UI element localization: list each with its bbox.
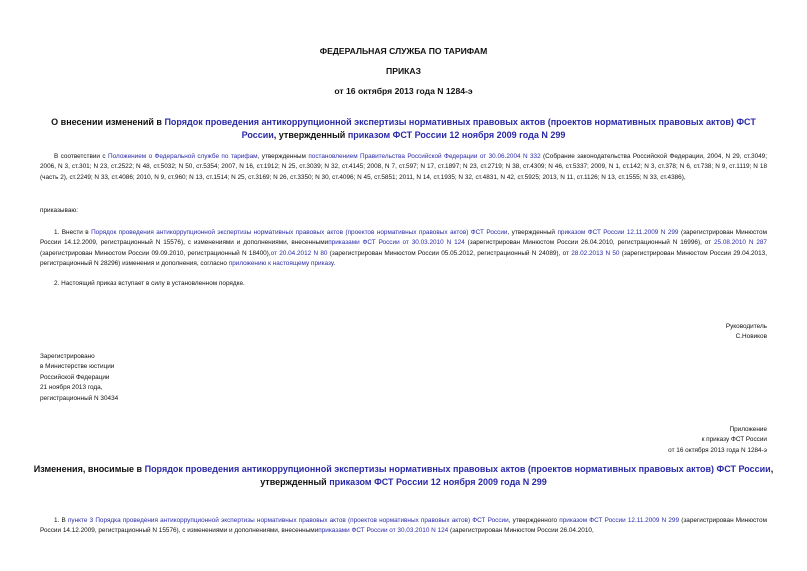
- registration-block: Зарегистрировано в Министерстве юстиции Российской Федерации 21 ноября 2013 года, регистрационный N 30434: [40, 353, 119, 402]
- link-appendix-order-124[interactable]: приказами ФСТ России от 30.03.2010 N 124: [318, 527, 449, 535]
- link-procedure[interactable]: Порядок проведения антикоррупционной экспертизы нормативных правовых актов (проектов нормативных правовых актов) ФСТ России: [91, 229, 508, 236]
- link-appendix-order-299[interactable]: приказом ФСТ России 12.11.2009 N 299: [559, 517, 680, 524]
- document-date-number: от 16 октября 2013 года N 1284-э: [334, 86, 473, 96]
- document-type: ПРИКАЗ: [386, 66, 421, 76]
- decree-word: приказываю:: [40, 207, 78, 214]
- signature-name: С.Новиков: [735, 333, 767, 341]
- link-order-50[interactable]: 28.02.2013 N 50: [571, 249, 620, 257]
- link-item-3[interactable]: пункте 3 Порядка проведения антикоррупционной экспертизы нормативных правовых актов (проектов нормативных правовых актов) ФСТ России: [67, 517, 509, 524]
- basis-paragraph: В соответствии с Положением о Федеральной службе по тарифам, утвержденным постановлением Правительства Российской Федерации от 30.06.2004 N 332 (Собрание законодательства Российской Федерации, 2004, N 29, ст.3049; 2006, N 3, ст.301; N 23, ст.2522; N 48, ст.5032; N 50, ст.5354; 2007, N 16, ст.1912; N 25, ст.3039; N 32, ст.4145; 2008, N 7, ст.597; N 17, ст.1897; N 23, ст.2719; N 38, ст.4309; N 46, ст.5337; 2009, N 1, ст.142; N 3, ст.378; N 6, ст.738; N 9, ст.1119; N 18 (часть 2), ст.2249; N 33, ст.4086; 2010, N 9, ст.960; N 13, ст.1514; N 25, ст.3169; N 26, ст.3350; N 30, ст.4096; N 45, ст.5851; 2011, N 14, ст.1935; N 32, ст.4831, N 42, ст.5925; 2013, N 11, ст.1126; N 13, ст.1555; N 33, ст.4386),: [40, 153, 768, 181]
- link-order-299[interactable]: приказом ФСТ России 12.11.2009 N 299: [557, 229, 679, 236]
- appendix-title-link-procedure[interactable]: Порядок проведения антикоррупционной экспертизы нормативных правовых актов (проектов нормативных правовых актов) ФСТ России: [144, 464, 771, 474]
- title-link-procedure[interactable]: Порядок проведения антикоррупционной экспертизы нормативных правовых актов (проектов нормативных правовых актов) ФСТ России: [164, 117, 756, 140]
- appendix-item-1-paragraph: 1. В пункте 3 Порядка проведения антикоррупционной экспертизы нормативных правовых актов (проектов нормативных правовых актов) ФСТ России, утвержденного приказом ФСТ России 12.11.2009 N 299 (зарегистрирован Минюстом России 14.12.2009, регистрационный N 15576), с изменениями и дополнениями, внесеннымиприказами ФСТ России от 30.03.2010 N 124 (зарегистрирован Минюстом России 26.04.2010,: [40, 517, 767, 535]
- appendix-header: Приложение к приказу ФСТ России от 16 октября 2013 года N 1284-э: [668, 426, 767, 454]
- agency-heading: ФЕДЕРАЛЬНАЯ СЛУЖБА ПО ТАРИФАМ: [319, 46, 488, 56]
- link-regulation[interactable]: Положением о Федеральной службе по тарифам: [108, 153, 258, 160]
- link-order-80[interactable]: от 20.04.2012 N 80: [270, 249, 328, 257]
- title-link-order[interactable]: приказом ФСТ России 12 ноября 2009 года N 299: [347, 129, 566, 140]
- item-1-paragraph: 1. Внести в Порядок проведения антикоррупционной экспертизы нормативных правовых актов (проектов нормативных правовых актов) ФСТ России, утвержденный приказом ФСТ России 12.11.2009 N 299 (зарегистрирован Минюстом России 14.12.2009, регистрационный N 15576), с изменениями и дополнениями, внесеннымиприказами ФСТ России от 30.03.2010 N 124 (зарегистрирован Минюстом России 26.04.2010, регистрационный N 16996), от 25.08.2010 N 287 (зарегистрирован Минюстом России 09.09.2010, регистрационный N 18400),от 20.04.2012 N 80 (зарегистрирован Минюстом России 05.05.2012, регистрационный N 24089), от 28.02.2013 N 50 (зарегистрирован Минюстом России 29.04.2013, регистрационный N 28296) изменения и дополнения, согласно приложению к настоящему приказу.: [40, 229, 767, 268]
- appendix-title-link-order[interactable]: приказом ФСТ России 12 ноября 2009 года N 299: [329, 476, 547, 487]
- link-government-resolution[interactable]: постановлением Правительства Российской Федерации от 30.06.2004 N 332: [308, 153, 541, 160]
- signature-block: [726, 322, 767, 343]
- item-2-paragraph: 2. Настоящий приказ вступает в силу в установленном порядке.: [54, 280, 245, 287]
- signature-role: Руководитель: [725, 323, 767, 330]
- appendix-title: Изменения, вносимые в Порядок проведения антикоррупционной экспертизы нормативных правовых актов (проектов нормативных правовых актов) ФСТ России, утвержденный приказом ФСТ России 12 ноября 2009 года N 299: [33, 464, 774, 487]
- link-order-124[interactable]: приказами ФСТ России от 30.03.2010 N 124: [328, 239, 465, 247]
- link-appendix[interactable]: приложению к настоящему приказу: [228, 260, 334, 268]
- document-title: О внесении изменений в Порядок проведения антикоррупционной экспертизы нормативных правовых актов (проектов нормативных правовых актов) ФСТ России, утвержденный приказом ФСТ России 12 ноября 2009 года N 299: [51, 117, 756, 140]
- link-order-287[interactable]: 25.08.2010 N 287: [713, 239, 767, 247]
